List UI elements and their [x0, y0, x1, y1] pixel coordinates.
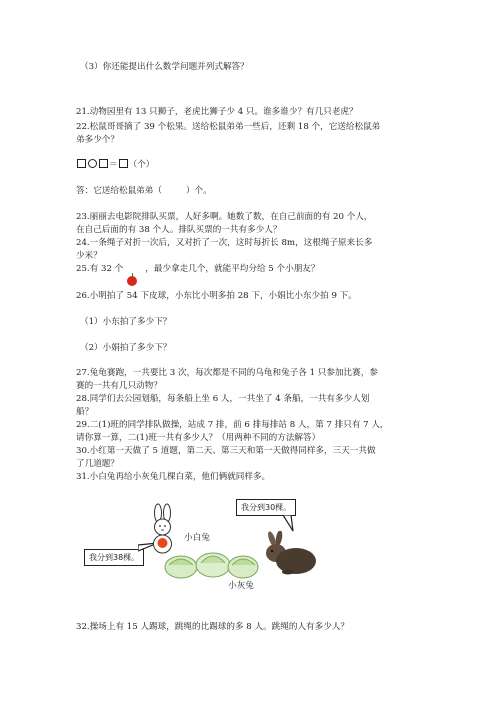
question-23-line1: 23.丽丽去电影院排队买票，人好多啊。她数了数，在自己前面的有 20 个人， [76, 212, 373, 222]
question-26-part1: （1）小东拍了多少下？ [80, 317, 172, 327]
rabbits-cabbage-figure [76, 493, 346, 593]
question-21: 21.动物园里有 13 只狮子，老虎比狮子少 4 只。谁多谁少？有几只老虎？ [76, 107, 358, 117]
question-26: 26.小明拍了 54 下皮球，小东比小明多拍 28 下，小娟比小东少拍 9 下。 [76, 291, 357, 301]
answer-suffix: ）个。 [185, 186, 212, 196]
question-28-line2: 船？ [76, 407, 94, 417]
question-27-line2: 赛的一共有几只动物？ [76, 381, 162, 391]
question-22-line2: 弟多少个？ [76, 135, 119, 145]
question-23-line2: 在自己后面的有 38 个人。排队买票的一共有多少人？ [76, 225, 282, 235]
equation-blank: ＝ （个） [76, 159, 154, 171]
equation-unit: （个） [128, 160, 155, 170]
operator-circle[interactable] [88, 159, 97, 168]
question-24-line2: 少米？ [76, 251, 102, 261]
answer-blank[interactable] [162, 185, 186, 193]
answer-prefix: 答：它送给松鼠弟弟（ [76, 186, 162, 196]
answer-box[interactable] [99, 159, 108, 168]
question-25 [76, 263, 319, 275]
cabbage-icon [161, 543, 261, 583]
question-24-line1: 24.一条绳子对折一次后，又对折了一次，这时每折长 8m，这根绳子原来长多 [76, 238, 373, 248]
question-25-start: 25.有 32 个 [76, 264, 124, 274]
question-29-line2: 请你算一算，二(1)班一共有多少人？（用两种不同的方法解答） [76, 433, 321, 443]
answer-box[interactable] [119, 159, 128, 168]
question-3-sub: （3）你还能提出什么数学问题并列式解答？ [80, 62, 249, 72]
question-27-line1: 27.兔龟赛跑，一共要比 3 次，每次都是不同的乌龟和兔子各 1 只参加比赛，参 [76, 368, 378, 378]
question-32: 32.操场上有 15 人踢球，跳绳的比踢球的多 8 人。跳绳的人有多少人？ [76, 622, 350, 632]
question-28-line1: 28.同学们去公园划船，每条船上坐 6 人，一共坐了 4 条船，一共有多少人划 [76, 394, 370, 404]
question-29-line1: 29.二(1)班的同学排队做操，站成 7 排，前 6 排每排站 8 人，第 7 排只有 7 人， [76, 420, 389, 430]
question-25-end: ，最少拿走几个，就能平均分给 5 个小朋友？ [145, 264, 320, 274]
grey-rabbit-icon [258, 531, 320, 577]
label-grey-rabbit: 小灰兔 [228, 581, 254, 591]
speech-bubble-grey-rabbit: 我分到30棵。 [236, 499, 296, 516]
question-22-line1: 22.松鼠哥哥摘了 39 个松果。送给松鼠弟弟一些后，还剩 18 个，它送给松鼠弟 [76, 122, 381, 132]
question-30-line1: 30.小红第一天做了 5 道题，第二天、第三天和第一天做得同样多，三天一共做 [76, 446, 376, 456]
answer-box[interactable] [77, 159, 86, 168]
question-31: 31.小白兔再给小灰兔几棵白菜，他们俩就同样多。 [76, 472, 271, 482]
answer-line [76, 185, 212, 197]
question-26-part2: （2）小娟拍了多少下？ [80, 343, 172, 353]
label-white-rabbit: 小白兔 [184, 533, 210, 543]
apple-icon [127, 276, 137, 286]
question-30-line2: 了几道题？ [76, 459, 119, 469]
speech-bubble-white-rabbit: 我分到38棵。 [84, 549, 144, 566]
